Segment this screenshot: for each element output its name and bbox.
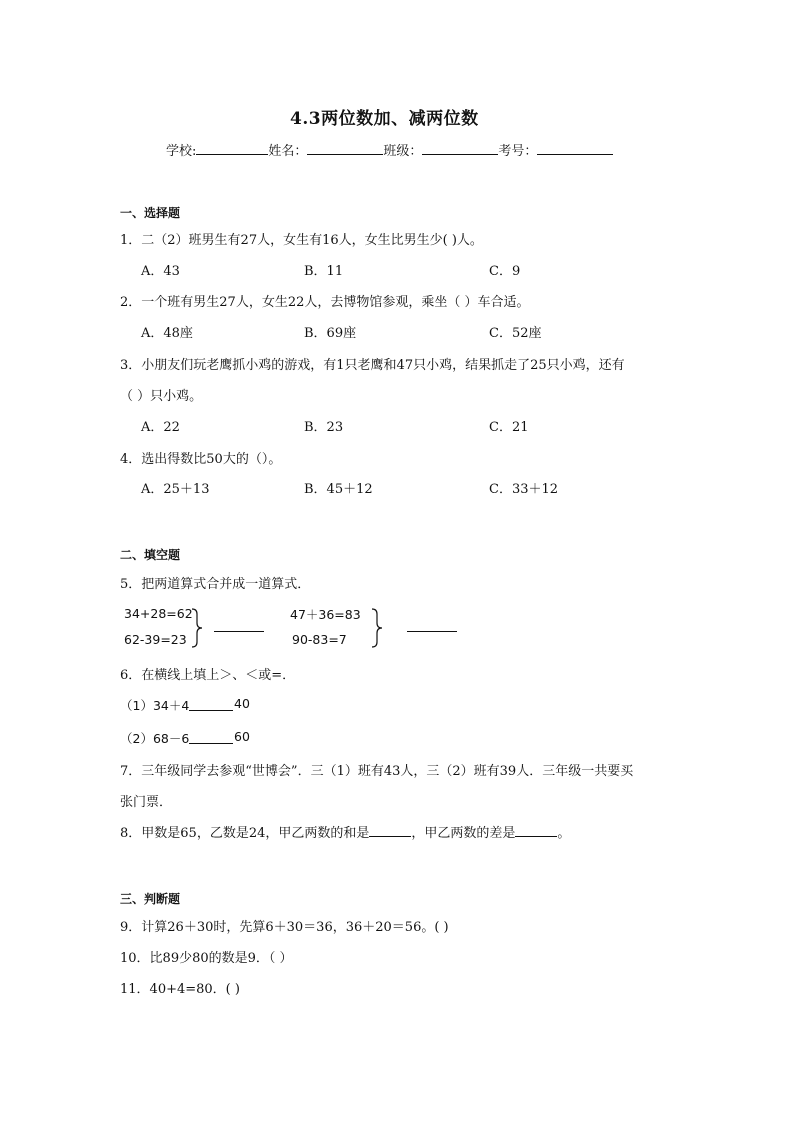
question-2: 2．一个班有男生27人，女生22人，去博物馆参观，乘坐（ ）车合适。 [120, 295, 530, 310]
q4-option-c[interactable]: C．33＋12 [489, 482, 559, 497]
q3-option-a[interactable]: A．22 [141, 420, 180, 435]
q8-part-2: ，甲乙两数的差是 [411, 826, 516, 841]
student-info-line [166, 140, 613, 159]
q2-option-b[interactable]: B．69座 [304, 326, 357, 341]
q1-option-c[interactable]: C．9 [489, 264, 521, 279]
question-3-line2: （ ）只小鸡。 [120, 389, 203, 404]
question-8 [120, 822, 570, 841]
q6-item-2-left: （2）68－6 [120, 731, 190, 746]
q8-sum-blank[interactable] [369, 824, 411, 837]
question-7-line2: 张门票． [120, 795, 173, 810]
class-blank[interactable] [422, 142, 498, 155]
q2-option-c[interactable]: C．52座 [489, 326, 542, 341]
q8-part-1: 8．甲数是65，乙数是24，甲乙两数的和是 [120, 826, 370, 841]
page-title: 4.3两位数加、减两位数 [290, 109, 479, 129]
question-5: 5．把两道算式合并成一道算式． [120, 577, 311, 592]
q5-equation-2-top: 47＋36=83 [290, 607, 361, 622]
q5-answer-blank-2[interactable] [407, 631, 457, 632]
question-6: 6．在横线上填上＞、＜或=． [120, 668, 296, 683]
name-blank[interactable] [307, 142, 383, 155]
class-label: 班级： [383, 144, 423, 159]
exam-no-blank[interactable] [537, 142, 613, 155]
q2-option-a[interactable]: A．48座 [141, 326, 193, 341]
school-blank[interactable] [196, 142, 268, 155]
name-label: 姓名： [268, 144, 308, 159]
question-10: 10．比89少80的数是9．（ ） [120, 951, 293, 966]
question-11: 11．40+4=80．( ) [120, 982, 240, 997]
question-9: 9．计算26＋30时，先算6＋30＝36，36＋20＝56。( ) [120, 920, 449, 935]
section-judge-heading: 三、判断题 [120, 892, 181, 906]
right-brace-icon [370, 608, 384, 648]
q6-item-1-left: （1）34＋4 [120, 698, 190, 713]
q5-equation-1-bottom: 62-39=23 [124, 632, 187, 647]
q3-option-c[interactable]: C．21 [489, 420, 529, 435]
q5-answer-blank-1[interactable] [214, 631, 264, 632]
q5-equation-1-top: 34+28=62 [124, 606, 193, 621]
q6-item-2-blank[interactable] [189, 743, 233, 744]
exam-no-label: 考号： [498, 144, 538, 159]
q6-item-1-blank[interactable] [189, 710, 233, 711]
section-fill-heading: 二、填空题 [120, 548, 181, 562]
q8-part-3: 。 [557, 826, 571, 841]
q8-difference-blank[interactable] [515, 824, 557, 837]
school-label: 学校: [166, 144, 197, 159]
question-3-line1: 3．小朋友们玩老鹰抓小鸡的游戏，有1只老鹰和47只小鸡，结果抓走了25只小鸡，还有 [120, 358, 625, 373]
q1-option-b[interactable]: B．11 [304, 264, 344, 279]
q5-equation-2-bottom: 90-83=7 [292, 632, 347, 647]
right-brace-icon [190, 608, 204, 648]
q4-option-b[interactable]: B．45＋12 [304, 482, 373, 497]
q6-item-1-right: 40 [234, 696, 250, 711]
question-1: 1．二（2）班男生有27人，女生有16人，女生比男生少( )人。 [120, 233, 483, 248]
question-7-line1: 7．三年级同学去参观“世博会”．三（1）班有43人，三（2）班有39人．三年级一共要买 [120, 764, 634, 779]
q1-option-a[interactable]: A．43 [141, 264, 180, 279]
q3-option-b[interactable]: B．23 [304, 420, 344, 435]
section-choice-heading: 一、选择题 [120, 206, 181, 220]
q6-item-2-right: 60 [234, 729, 250, 744]
question-4: 4．选出得数比50大的（）。 [120, 452, 282, 467]
q4-option-a[interactable]: A．25＋13 [141, 482, 210, 497]
